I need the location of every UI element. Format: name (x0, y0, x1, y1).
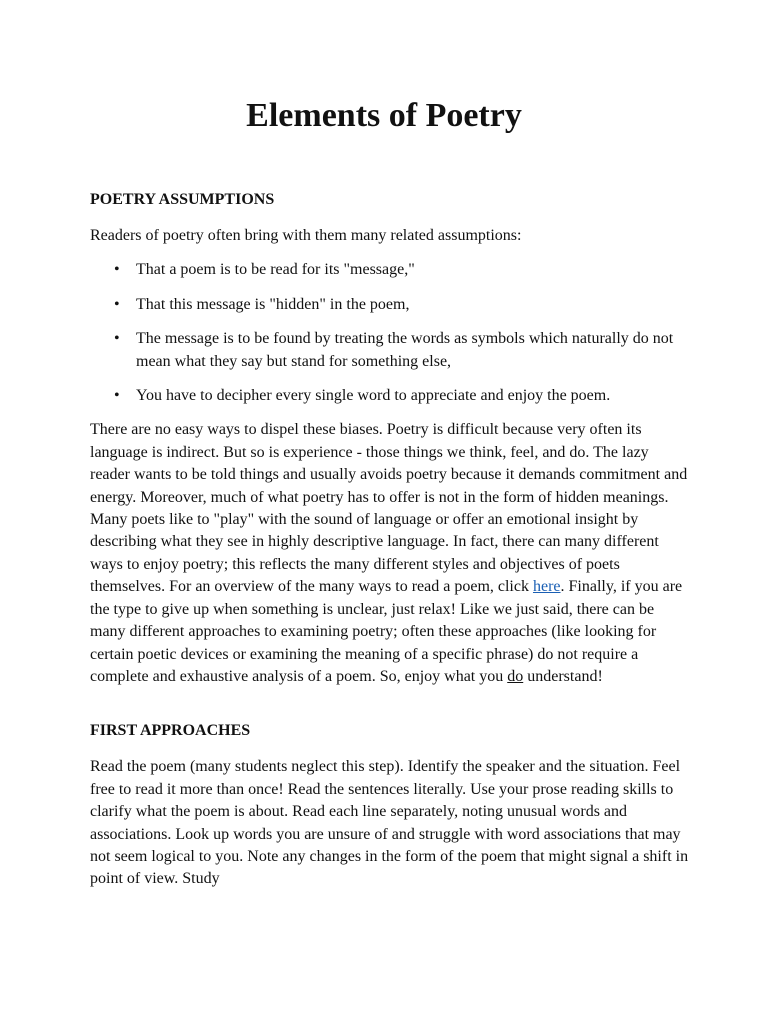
bullet-icon: • (114, 387, 120, 405)
first-approaches-paragraph: Read the poem (many students neglect this step). Identify the speaker and the situation. Feel free to read it more than once! Read the sentences literally. Use your prose reading skills to clarify what the poem is about. Read each line separately, noting unusual words and associations. Look up words you are unsure of and struggle with word associations that may not seem logical to you. Note any changes in the form of the poem that might signal a shift in point of view. Study (90, 758, 689, 888)
here-link[interactable]: here (532, 578, 561, 596)
paragraph-text: . Finally, if you are the type to give up when something is unclear, just relax! Like we just said, there can be many different approaches to examining poetry; often these approaches (like looking for certain poetic devices or examining the meaning of a specific phrase) do not require a complete and exhaustive analysis of a poem. So, enjoy what you (90, 578, 683, 685)
paragraph-text: understand! (523, 667, 603, 685)
assumptions-intro: Readers of poetry often bring with them many related assumptions: (90, 227, 522, 244)
paragraph-text: There are no easy ways to dispel these biases. Poetry is difficult because very often its language is indirect. But so is experience - those things we think, feel, and do. The lazy reader wants to be told things and usually avoids poetry because it demands commitment and energy. Moreover, much of what poetry has to offer is not in the form of hidden meanings. Many poets like to "play" with the sound of language or offer an emotional insight by describing what they see in highly descriptive language. In fact, there can many different ways to enjoy poetry; this reflects the many different styles and objectives of poets themselves. For an overview of the many ways to read a poem, click (90, 421, 688, 596)
list-item-text: You have to decipher every single word to appreciate and enjoy the poem. (136, 387, 611, 405)
bullet-icon: • (114, 295, 120, 313)
document-page (90, 0, 690, 891)
section-heading-poetry-assumptions: POETRY ASSUMPTIONS (90, 191, 275, 208)
assumptions-paragraph (90, 419, 690, 688)
list-item (90, 328, 690, 373)
list-item-text: That a poem is to be read for its "message," (136, 261, 415, 279)
assumptions-list (90, 259, 690, 407)
document-title: Elements of Poetry (246, 97, 522, 134)
bullet-icon: • (114, 330, 120, 348)
list-item-text: That this message is "hidden" in the poem, (136, 295, 410, 313)
list-item (90, 294, 690, 316)
list-item (90, 385, 690, 407)
list-item-text: The message is to be found by treating the words as symbols which naturally do not mean what they say but stand for something else, (136, 330, 674, 370)
emphasis-text: do (507, 667, 524, 685)
section-heading-first-approaches: FIRST APPROACHES (90, 722, 251, 740)
list-item (90, 259, 690, 281)
bullet-icon: • (114, 261, 120, 279)
